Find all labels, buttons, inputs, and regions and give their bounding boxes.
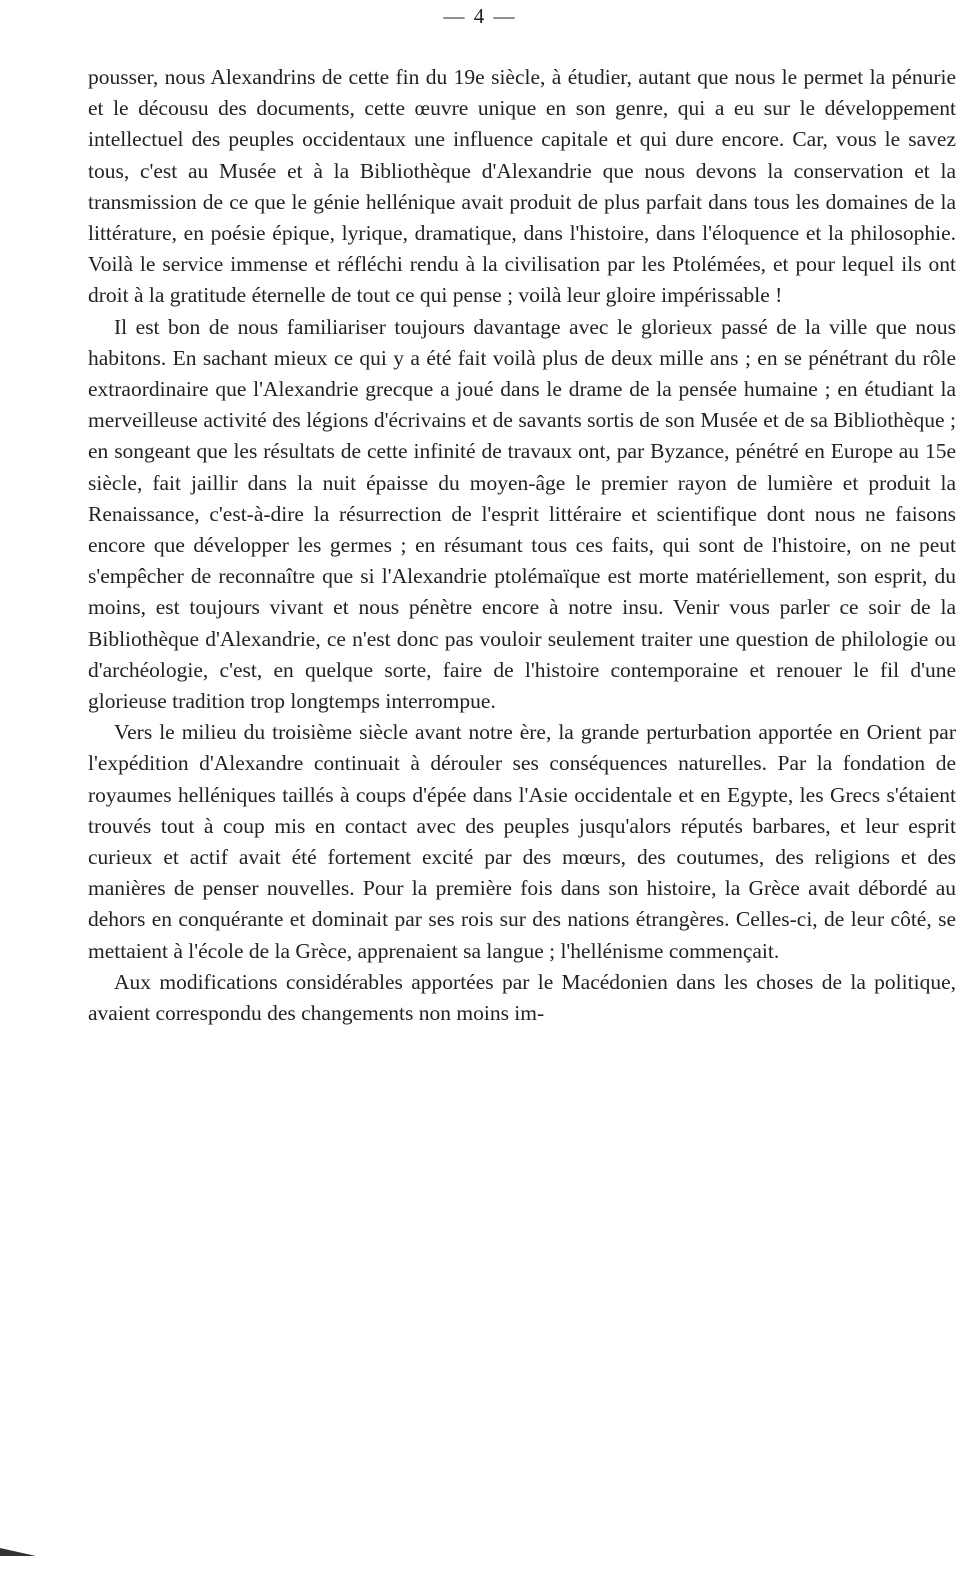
page-number: — 4 — bbox=[443, 4, 517, 28]
paragraph-1: pousser, nous Alexandrins de cette fin du 19e siècle, à étudier, autant que nous le permet la pénurie et le décousu des documents, cette œuvre unique en son genre, qui a eu sur le développement intellectuel des peuples occidentaux une influence capitale et qui dure encore. Car, vous le savez tous, c'est au Musée et à la Bibliothèque d'Alexandrie que nous devons la conservation et la transmission de ce que le génie hellénique avait produit de plus parfait dans tous les domaines de la littérature, en poésie épique, lyrique, dramatique, dans l'histoire, dans l'éloquence et la philosophie. Voilà le service immense et réfléchi rendu à la civilisation par les Ptolémées, et pour lequel ils ont droit à la gratitude éternelle de tout ce qui pense ; voilà leur gloire impérissable ! bbox=[88, 65, 956, 308]
paragraph-3: Vers le milieu du troisième siècle avant notre ère, la grande perturbation apportée en Orient par l'expédition d'Alexandre continuait à dérouler ses conséquences naturelles. Par la fondation de royaumes helléniques taillés à coups d'épée dans l'Asie occidentale et en Egypte, les Grecs s'étaient trouvés tout à coup mis en contact avec des peuples jusqu'alors réputés barbares, et leur esprit curieux et actif avait été fortement excité par des mœurs, des coutumes, des religions et des manières de penser nouvelles. Pour la première fois dans son histoire, la Grèce avait débordé au dehors en conquérante et dominait par ses rois sur des nations étrangères. Celles-ci, de leur côté, se mettaient à l'école de la Grèce, apprenaient sa langue ; l'hellénisme commençait. bbox=[88, 720, 956, 963]
paragraph-4: Aux modifications considérables apportées par le Macédonien dans les choses de la politique, avaient correspondu des changements non moins im- bbox=[88, 969, 956, 1026]
body-text bbox=[88, 62, 956, 1029]
scan-corner-mark bbox=[0, 1546, 40, 1558]
paragraph-2: Il est bon de nous familiariser toujours davantage avec le glorieux passé de la ville que nous habitons. En sachant mieux ce qui y a été fait voilà plus de deux mille ans ; en se pénétrant du rôle extraordinaire que l'Alexandrie grecque a joué dans le drame de la pensée humaine ; en étudiant la merveilleuse activité des légions d'écrivains et de savants sortis de son Musée et de sa Bibliothèque ; en songeant que les résultats de cette infinité de travaux ont, par Byzance, pénétré en Europe au 15e siècle, fait jaillir dans la nuit épaisse du moyen-âge le premier rayon de lumière et produit la Renaissance, c'est-à-dire la résurrection de l'esprit littéraire et scientifique dont nous ne faisons encore que développer les germes ; en résumant tous ces faits, qui sont de l'histoire, on ne peut s'empêcher de reconnaître que si l'Alexandrie ptolémaïque est morte matériellement, son esprit, du moins, est toujours vivant et nous pénètre encore à notre insu. Venir vous parler ce soir de la Bibliothèque d'Alexandrie, ce n'est donc pas vouloir seulement traiter une question de philologie ou d'archéologie, c'est, en quelque sorte, faire de l'histoire contemporaine et renouer le fil d'une glorieuse tradition trop longtemps interrompue. bbox=[88, 314, 956, 714]
